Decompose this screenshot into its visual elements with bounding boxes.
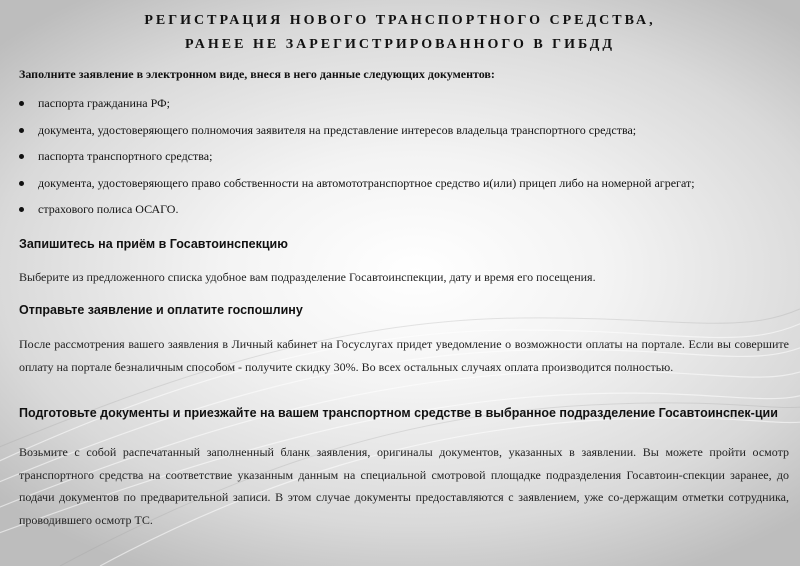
list-item — [19, 119, 789, 146]
list-item-text: документа, удостоверяющего полномочия заявителя на представление интересов владельца транспортного средства; — [38, 122, 637, 137]
step-1-heading: Запишитесь на приём в Госавтоинспекцию — [19, 237, 288, 251]
list-item — [19, 92, 789, 119]
step-2-heading: Отправьте заявление и оплатите госпошлину — [19, 303, 303, 317]
page-title-line-2: РАНЕЕ НЕ ЗАРЕГИСТРИРОВАННОГО В ГИБДД — [185, 37, 615, 52]
bullet-icon — [19, 154, 24, 159]
step-1-text: Выберите из предложенного списка удобное вам подразделение Госавтоинспекции, дату и время его посещения. — [19, 270, 596, 284]
list-item-text: документа, удостоверяющего право собственности на автомототранспортное средство и(или) прицеп либо на номерной агрегат; — [38, 175, 695, 190]
list-item-text: паспорта транспортного средства; — [38, 149, 213, 163]
step-3-heading: Подготовьте документы и приезжайте на вашем транспортном средстве в выбранное подразделение Госавтоинспек-ции — [19, 406, 778, 420]
list-item-text: паспорта гражданина РФ; — [38, 96, 170, 110]
intro-text: Заполните заявление в электронном виде, внеся в него данные следующих документов: — [19, 67, 495, 81]
list-item — [19, 198, 789, 225]
step-2-text: После рассмотрения вашего заявления в Личный кабинет на Госуслугах придет уведомление о возможности оплаты на портале. Если вы совершите оплату на портале безналичным способом - получите скидку 30%. Во всех остальных случаях оплата производится полностью. — [19, 337, 789, 374]
bullet-icon — [19, 181, 24, 186]
list-item-text: страхового полиса ОСАГО. — [38, 202, 179, 216]
bullet-icon — [19, 101, 24, 106]
bullet-icon — [19, 128, 24, 133]
documents-list — [19, 92, 789, 225]
page-title-line-1: РЕГИСТРАЦИЯ НОВОГО ТРАНСПОРТНОГО СРЕДСТВА, — [144, 13, 656, 28]
step-3-text: Возьмите с собой распечатанный заполненный бланк заявления, оригиналы документов, указанных в заявлении. Вы можете пройти осмотр транспортного средства на соответствие указанным данным на специальной смотровой площадке подразделения Госавтоин-спекции заранее, до подачи документов по предварительной записи. В этом случае документы предоставляются с заявлением, уже со-держащим отметки сотрудника, проводившего осмотр ТС. — [19, 445, 789, 527]
list-item — [19, 145, 789, 172]
list-item — [19, 172, 789, 199]
bullet-icon — [19, 207, 24, 212]
